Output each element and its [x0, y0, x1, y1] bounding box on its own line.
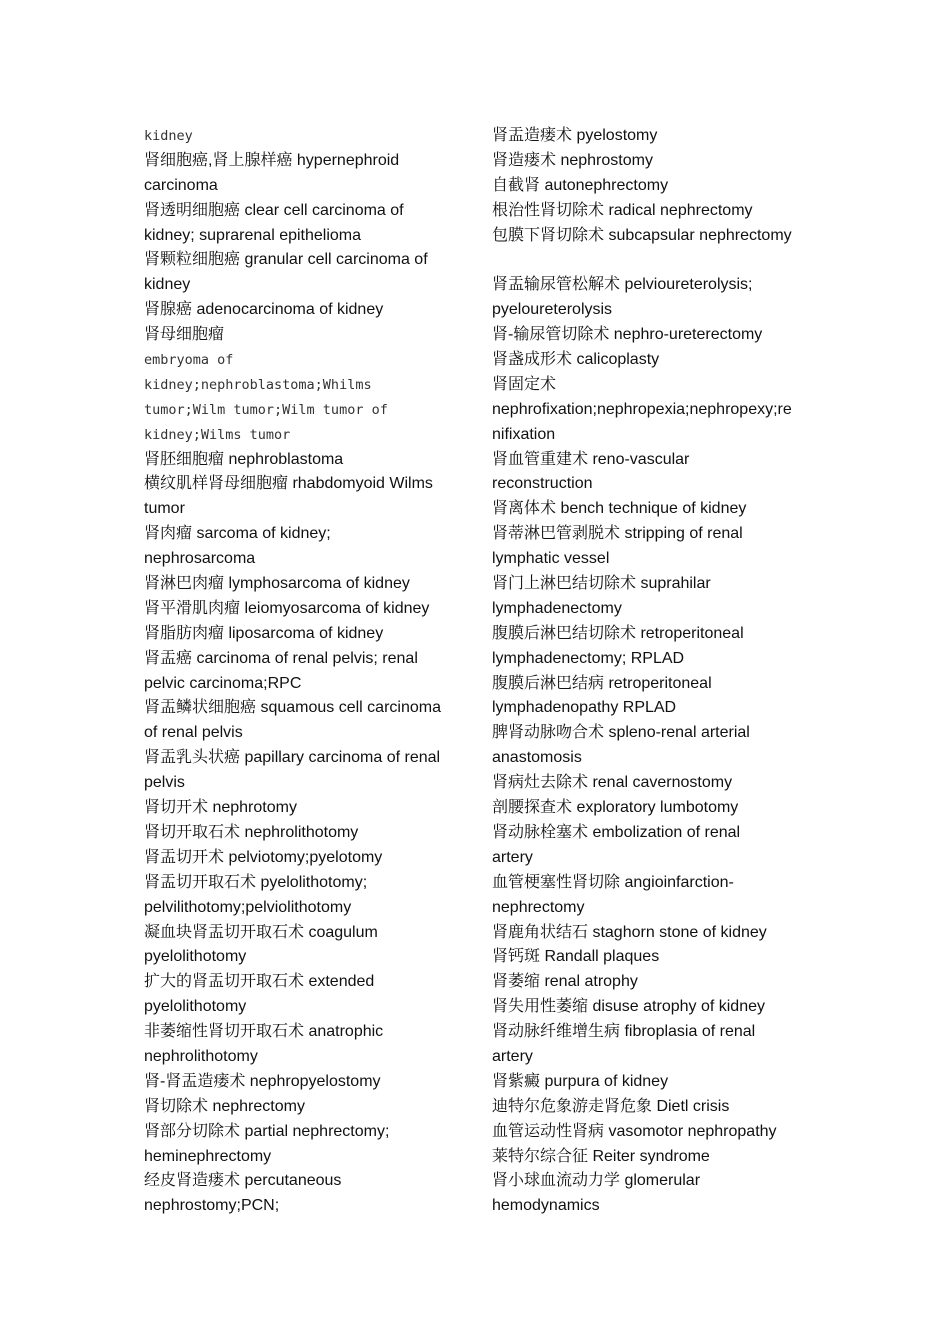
text-line: 肾-输尿管切除术 nephro-ureterectomy	[492, 326, 763, 344]
text-line: carcinoma	[144, 176, 218, 194]
text-line: embryoma of	[144, 352, 234, 369]
text-line: kidney;Wilms tumor	[144, 426, 291, 443]
text-line: of renal pelvis	[144, 724, 243, 742]
text-line: 肾细胞癌,肾上腺样癌 hypernephroid	[144, 151, 400, 169]
text-line: 肾盂鳞状细胞癌 squamous cell carcinoma	[144, 699, 441, 717]
text-line: 脾肾动脉吻合术 spleno-renal arterial	[492, 724, 750, 742]
left-column	[144, 124, 464, 1219]
text-line: 肾盂造瘘术 pyelostomy	[492, 127, 658, 144]
text-line: pyelolithotomy	[144, 998, 247, 1016]
text-line: tumor;Wilm tumor;Wilm tumor of	[144, 401, 388, 418]
text-line: 肾淋巴肉瘤 lymphosarcoma of kidney	[144, 575, 410, 593]
text-line: anastomosis	[492, 749, 582, 767]
text-line: 扩大的肾盂切开取石术 extended	[144, 973, 375, 991]
text-line: nephrectomy	[492, 898, 585, 916]
text-line: 肾切开术 nephrotomy	[144, 799, 297, 817]
text-line: 肾造瘘术 nephrostomy	[492, 151, 653, 169]
text-line: nephrofixation;nephropexia;nephropexy;re	[492, 400, 792, 418]
text-line: 自截肾 autonephrectomy	[492, 176, 669, 194]
text-line: 剖腰探查术 exploratory lumbotomy	[492, 799, 739, 817]
text-line: 肾切除术 nephrectomy	[144, 1097, 305, 1115]
text-line: 肾颗粒细胞癌 granular cell carcinoma of	[144, 251, 428, 269]
text-line: 肾离体术 bench technique of kidney	[492, 500, 747, 518]
text-line: 肾盂切开术 pelviotomy;pyelotomy	[144, 848, 383, 866]
text-line: 肾门上淋巴结切除术 suprahilar	[492, 575, 711, 593]
text-line: 肾紫癜 purpura of kidney	[492, 1072, 669, 1090]
text-line: 肾切开取石术 nephrolithotomy	[144, 823, 359, 841]
text-line: 肾鹿角状结石 staghorn stone of kidney	[492, 923, 767, 941]
text-line: pyeloureterolysis	[492, 301, 613, 319]
text-line: 血管运动性肾病 vasomotor nephropathy	[492, 1122, 777, 1140]
text-line: nephrolithotomy	[144, 1047, 258, 1065]
text-line: reconstruction	[492, 475, 593, 493]
text-line: lymphadenectomy	[492, 599, 622, 617]
text-line: 肾病灶去除术 renal cavernostomy	[492, 774, 733, 792]
text-line: 肾脂肪肉瘤 liposarcoma of kidney	[144, 624, 384, 642]
text-line: 肾蒂淋巴管剥脱术 stripping of renal	[492, 525, 743, 543]
text-line: hemodynamics	[492, 1197, 600, 1215]
text-line: 包膜下肾切除术 subcapsular nephrectomy	[492, 226, 792, 244]
text-line: 肾小球血流动力学 glomerular	[492, 1172, 701, 1190]
text-line: 肾母细胞瘤	[144, 326, 225, 344]
text-line: lymphatic vessel	[492, 550, 610, 568]
text-line: 根治性肾切除术 radical nephrectomy	[492, 201, 753, 219]
text-line: 经皮肾造瘘术 percutaneous	[144, 1172, 342, 1190]
text-line: artery	[492, 1047, 533, 1065]
text-line: kidney; suprarenal epithelioma	[144, 226, 362, 244]
text-line: 肾腺癌 adenocarcinoma of kidney	[144, 301, 384, 319]
text-line: pelvilithotomy;pelviolithotomy	[144, 898, 352, 916]
text-line: 肾盂癌 carcinoma of renal pelvis; renal	[144, 649, 418, 667]
text-line: kidney	[144, 128, 193, 144]
text-line: 凝血块肾盂切开取石术 coagulum	[144, 923, 378, 941]
text-line: pelvic carcinoma;RPC	[144, 674, 302, 692]
text-line: lymphadenopathy RPLAD	[492, 699, 677, 717]
text-line: 肾动脉纤维增生病 fibroplasia of renal	[492, 1023, 756, 1041]
text-line: 肾盂乳头状癌 papillary carcinoma of renal	[144, 749, 441, 767]
text-line: 血管梗塞性肾切除 angioinfarction-	[492, 873, 734, 891]
text-line: 肾-肾盂造瘘术 nephropyelostomy	[144, 1072, 381, 1090]
text-line: 肾动脉栓塞术 embolization of renal	[492, 823, 741, 841]
text-line: pelvis	[144, 774, 185, 792]
text-line: 肾透明细胞癌 clear cell carcinoma of	[144, 201, 404, 219]
text-line: 肾萎缩 renal atrophy	[492, 973, 638, 991]
text-line: pyelolithotomy	[144, 948, 247, 966]
text-line: tumor	[144, 500, 185, 518]
text-line: 肾盂输尿管松解术 pelvioureterolysis;	[492, 276, 753, 294]
text-line: 迪特尔危象游走肾危象 Dietl crisis	[492, 1097, 730, 1115]
text-line: nephrosarcoma	[144, 550, 256, 568]
text-line: 肾肉瘤 sarcoma of kidney;	[144, 525, 331, 543]
text-line: 肾失用性萎缩 disuse atrophy of kidney	[492, 998, 765, 1016]
text-line: 腹膜后淋巴结病 retroperitoneal	[492, 674, 712, 692]
text-line: 肾平滑肌肉瘤 leiomyosarcoma of kidney	[144, 599, 430, 617]
text-line: 肾固定术	[492, 375, 557, 393]
text-line: artery	[492, 848, 533, 866]
text-line: nifixation	[492, 425, 556, 443]
text-line: heminephrectomy	[144, 1147, 272, 1165]
right-column	[492, 124, 812, 1219]
text-line: 肾钙斑 Randall plaques	[492, 948, 660, 966]
text-line: 非萎缩性肾切开取石术 anatrophic	[144, 1023, 384, 1041]
text-line: 肾血管重建术 reno-vascular	[492, 450, 690, 468]
text-line: 肾胚细胞瘤 nephroblastoma	[144, 450, 344, 468]
text-line: kidney;nephroblastoma;Whilms	[144, 376, 372, 393]
text-line: nephrostomy;PCN;	[144, 1197, 280, 1215]
text-line: 莱特尔综合征 Reiter syndrome	[492, 1147, 710, 1165]
text-line: 横纹肌样肾母细胞瘤 rhabdomyoid Wilms	[144, 475, 433, 493]
text-line: 腹膜后淋巴结切除术 retroperitoneal	[492, 624, 744, 642]
text-line: 肾盂切开取石术 pyelolithotomy;	[144, 873, 368, 891]
blank-line	[492, 248, 812, 273]
text-line: 肾盏成形术 calicoplasty	[492, 351, 660, 369]
text-line: kidney	[144, 276, 191, 294]
text-line: lymphadenectomy; RPLAD	[492, 649, 685, 667]
text-line: 肾部分切除术 partial nephrectomy;	[144, 1122, 390, 1140]
